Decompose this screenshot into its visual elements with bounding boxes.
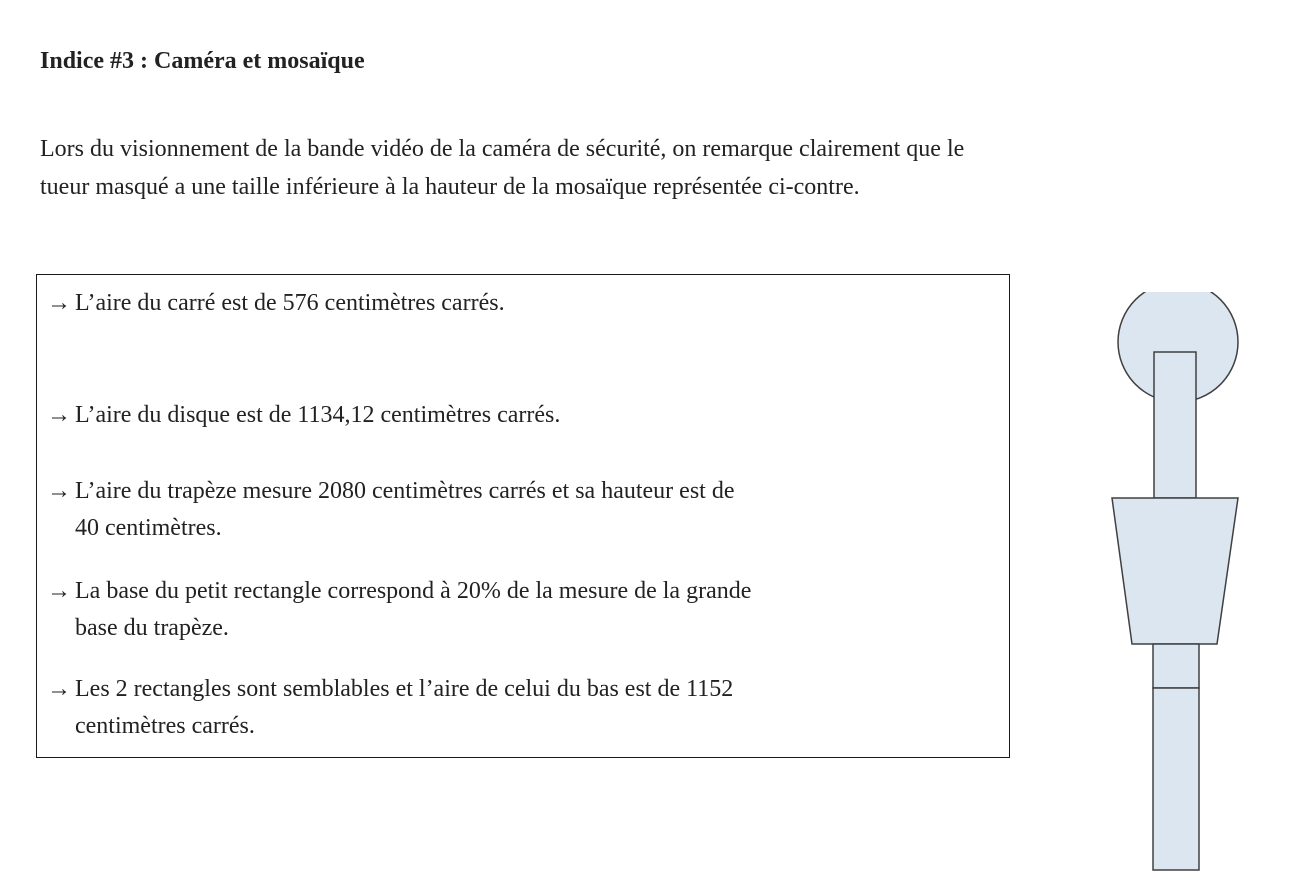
arrow-icon: →	[47, 478, 71, 504]
clue-disk-area	[47, 397, 977, 434]
heading: Indice #3 : Caméra et mosaïque	[40, 48, 365, 74]
arrow-icon: →	[47, 676, 71, 702]
clue-text: L’aire du trapèze mesure 2080 centimètres carrés et sa hauteur est de	[75, 478, 735, 504]
mosaic-small-rectangle	[1153, 644, 1199, 688]
clue-text: L’aire du disque est de 1134,12 centimètres carrés.	[75, 402, 561, 428]
mosaic-square	[1154, 352, 1196, 498]
mosaic-trapezoid	[1112, 498, 1238, 644]
clue-text: La base du petit rectangle correspond à 20% de la mesure de la grande	[75, 578, 752, 604]
mosaic-shapes	[1112, 292, 1238, 870]
arrow-icon: →	[47, 578, 71, 604]
intro-line-2: tueur masqué a une taille inférieure à la hauteur de la mosaïque représentée ci-contre.	[40, 174, 860, 200]
intro-paragraph	[40, 130, 1310, 206]
clue-box	[36, 274, 1010, 758]
mosaic-bottom-rectangle	[1153, 688, 1199, 870]
clue-rectangles	[47, 671, 977, 745]
clue-trapezoid	[47, 473, 977, 547]
intro-line-1: Lors du visionnement de la bande vidéo de la caméra de sécurité, on remarque clairement que le	[40, 136, 965, 162]
arrow-icon: →	[47, 290, 71, 316]
clue-small-rectangle	[47, 573, 977, 647]
clue-text: Les 2 rectangles sont semblables et l’aire de celui du bas est de 1152	[75, 676, 734, 702]
clue-text: L’aire du carré est de 576 centimètres carrés.	[75, 290, 505, 316]
clue-text-continued: 40 centimètres.	[75, 515, 222, 541]
clue-text-continued: base du trapèze.	[75, 615, 229, 641]
mosaic-figure	[1100, 292, 1260, 882]
arrow-icon: →	[47, 402, 71, 428]
clue-square-area	[47, 285, 977, 322]
clue-text-continued: centimètres carrés.	[75, 713, 255, 739]
